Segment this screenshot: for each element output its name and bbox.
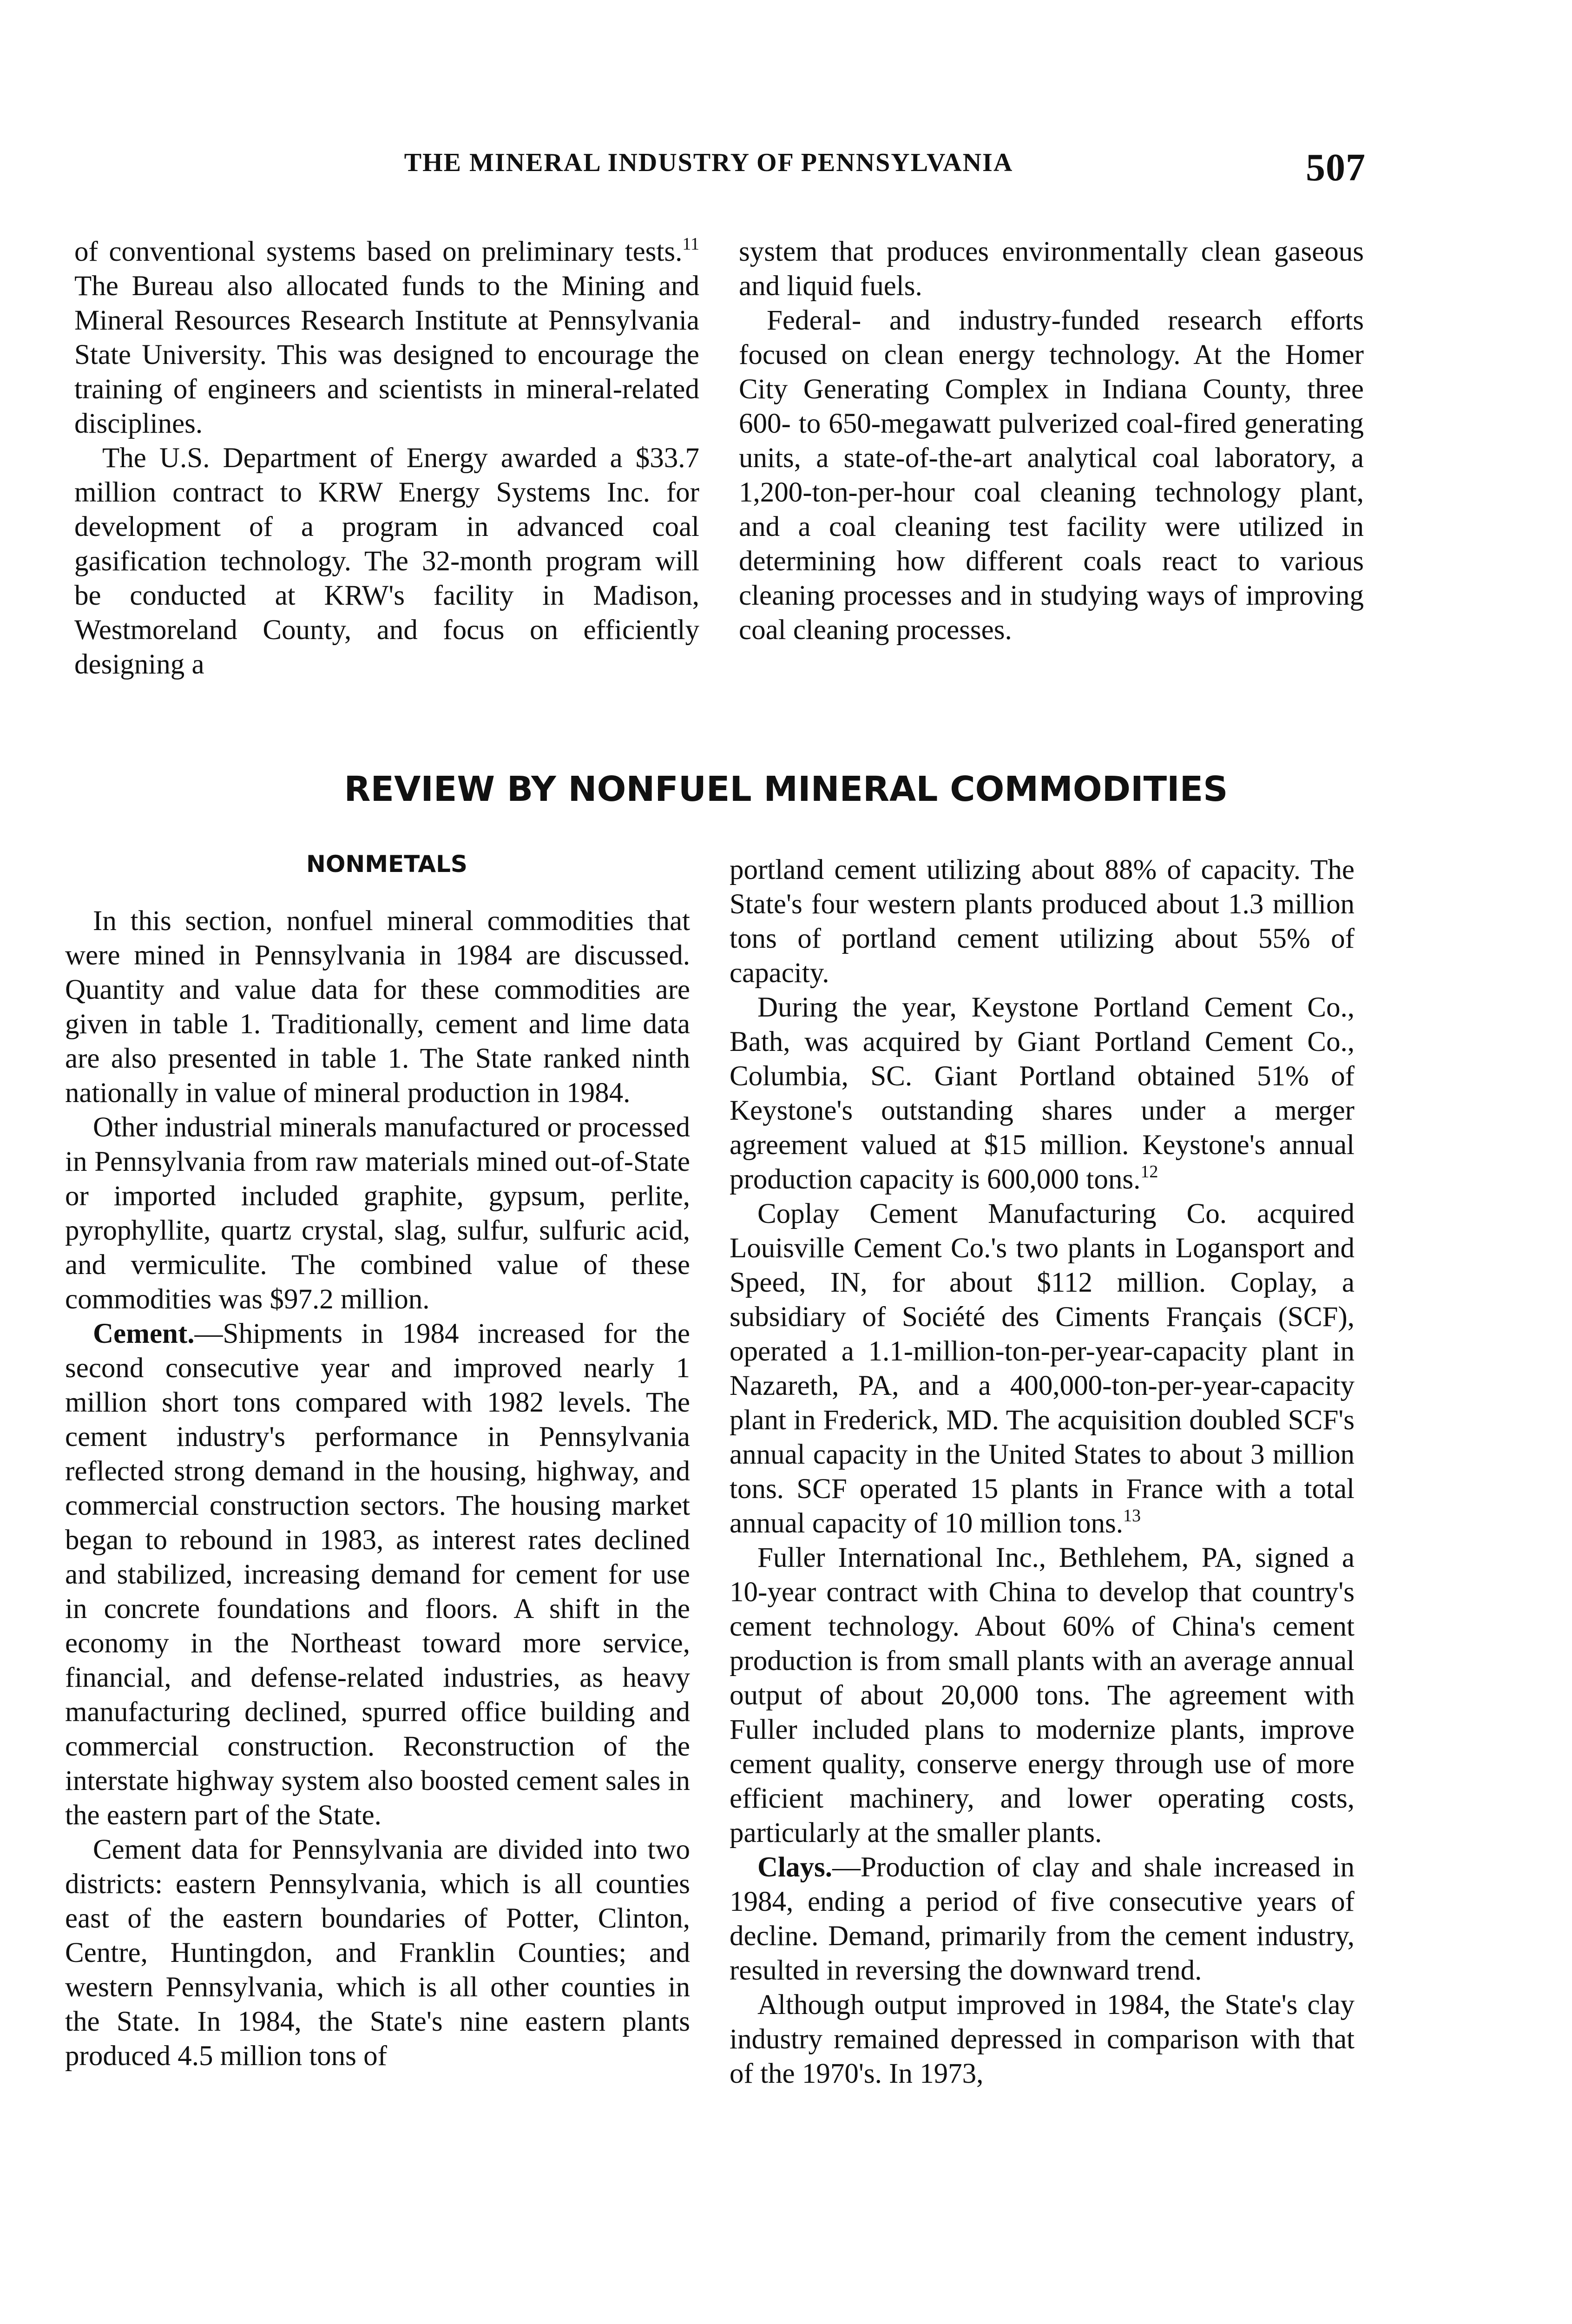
- paragraph: [65, 1317, 690, 1833]
- footnote-ref: 12: [1140, 1162, 1158, 1182]
- page-number: 507: [1306, 146, 1366, 189]
- run-in-heading: Cement.: [93, 1318, 195, 1349]
- paragraph: Other industrial minerals manufactured or processed in Pennsylvania from raw materials mined out-of-State or imported included graphite, gypsum, perlite, pyrophyllite, quartz crystal, slag, sulfur, sulfuric acid, and vermiculite. The combined value of these commodities was $97.2 million.: [65, 1112, 690, 1315]
- top-right-column: [739, 235, 1364, 647]
- paragraph: Although output improved in 1984, the State's clay industry remained depressed in comparison with that of the 1970's. In 1973,: [730, 1989, 1355, 2089]
- paragraph-text: During the year, Keystone Portland Cement Co., Bath, was acquired by Giant Portland Cement Co., Columbia, SC. Giant Portland obtained 51% of Keystone's outstanding shares under a merger agreement valued at $15 million. Keystone's annual production capacity is 600,000 tons.: [730, 992, 1355, 1195]
- section-heading: REVIEW BY NONFUEL MINERAL COMMODITIES: [344, 769, 1228, 809]
- paragraph: [74, 235, 699, 441]
- run-in-heading: Clays.: [757, 1852, 832, 1883]
- top-left-column: [74, 235, 699, 682]
- paragraph-text: The Bureau also allocated funds to the Mining and Mineral Resources Research Institute at Pennsylvania State University. This was designed to encourage the training of engineers and scientists in mineral-related disciplines.: [74, 271, 699, 439]
- paragraph: portland cement utilizing about 88% of capacity. The State's four western plants produced about 1.3 million tons of portland cement utilizing about 55% of capacity.: [730, 854, 1355, 989]
- paragraph-text: Coplay Cement Manufacturing Co. acquired Louisville Cement Co.'s two plants in Logansport and Speed, IN, for about $112 million. Coplay, a subsidiary of Société des Ciments Français (SCF), operated a 1.1-million-ton-per-year-capacity plant in Nazareth, PA, and a 400,000-ton-per-year-capacity plant in Frederick, MD. The acquisition doubled SCF's annual capacity in the United States to about 3 million tons. SCF operated 15 plants in France with a total annual capacity of 10 million tons.: [730, 1198, 1355, 1539]
- paragraph: The U.S. Department of Energy awarded a $33.7 million contract to KRW Energy Systems Inc. for development of a program in advanced coal gasification technology. The 32-month program will be conducted at KRW's facility in Madison, Westmoreland County, and focus on efficiently designing a: [74, 442, 699, 680]
- paragraph: [730, 1850, 1355, 1988]
- footnote-ref: 11: [682, 234, 699, 254]
- paragraph-text: of conventional systems based on preliminary tests.: [74, 236, 683, 267]
- paragraph-text: —Shipments in 1984 increased for the second consecutive year and improved nearly 1 million short tons compared with 1982 levels. The cement industry's performance in Pennsylvania reflected strong demand in the housing, highway, and commercial construction sectors. The housing market began to rebound in 1983, as interest rates declined and stabilized, increasing demand for cement for use in concrete foundations and floors. A shift in the economy in the Northeast toward more service, financial, and defense-related industries, as heavy manufacturing declined, spurred office building and commercial construction. Reconstruction of the interstate highway system also boosted cement sales in the eastern part of the State.: [65, 1318, 690, 1831]
- paragraph: Federal- and industry-funded research efforts focused on clean energy technology. At the Homer City Generating Complex in Indiana County, three 600- to 650-megawatt pulverized coal-fired generating units, a state-of-the-art analytical coal laboratory, a 1,200-ton-per-hour coal cleaning technology plant, and a coal cleaning test facility were utilized in determining how different coals react to various cleaning processes and in studying ways of improving coal cleaning processes.: [739, 305, 1364, 646]
- bottom-left-column: [65, 904, 690, 2073]
- paragraph: Cement data for Pennsylvania are divided into two districts: eastern Pennsylvania, which is all counties east of the eastern boundaries of Potter, Clinton, Centre, Huntingdon, and Franklin Counties; and western Pennsylvania, which is all other counties in the State. In 1984, the State's nine eastern plants produced 4.5 million tons of: [65, 1834, 690, 2072]
- page-header: [0, 148, 1572, 204]
- paragraph-text: —Production of clay and shale increased in 1984, ending a period of five consecutive years of decline. Demand, primarily from the cement industry, resulted in reversing the downward trend.: [730, 1852, 1355, 1986]
- paragraph: Fuller International Inc., Bethlehem, PA, signed a 10-year contract with China to develop that country's cement technology. About 60% of China's cement production is from small plants with an average annual output of about 20,000 tons. The agreement with Fuller included plans to modernize plants, improve cement quality, conserve energy through use of more efficient machinery, and lower operating costs, particularly at the smaller plants.: [730, 1542, 1355, 1849]
- subsection-heading: NONMETALS: [306, 851, 467, 878]
- running-head: THE MINERAL INDUSTRY OF PENNSYLVANIA: [404, 148, 1013, 177]
- footnote-ref: 13: [1123, 1506, 1141, 1525]
- paragraph: In this section, nonfuel mineral commodities that were mined in Pennsylvania in 1984 are discussed. Quantity and value data for these commodities are given in table 1. Traditionally, cement and lime data are also presented in table 1. The State ranked ninth nationally in value of mineral production in 1984.: [65, 905, 690, 1109]
- bottom-right-column: [730, 853, 1355, 2091]
- paragraph: system that produces environmentally clean gaseous and liquid fuels.: [739, 236, 1364, 302]
- paragraph: [730, 1197, 1355, 1541]
- paragraph: [730, 990, 1355, 1197]
